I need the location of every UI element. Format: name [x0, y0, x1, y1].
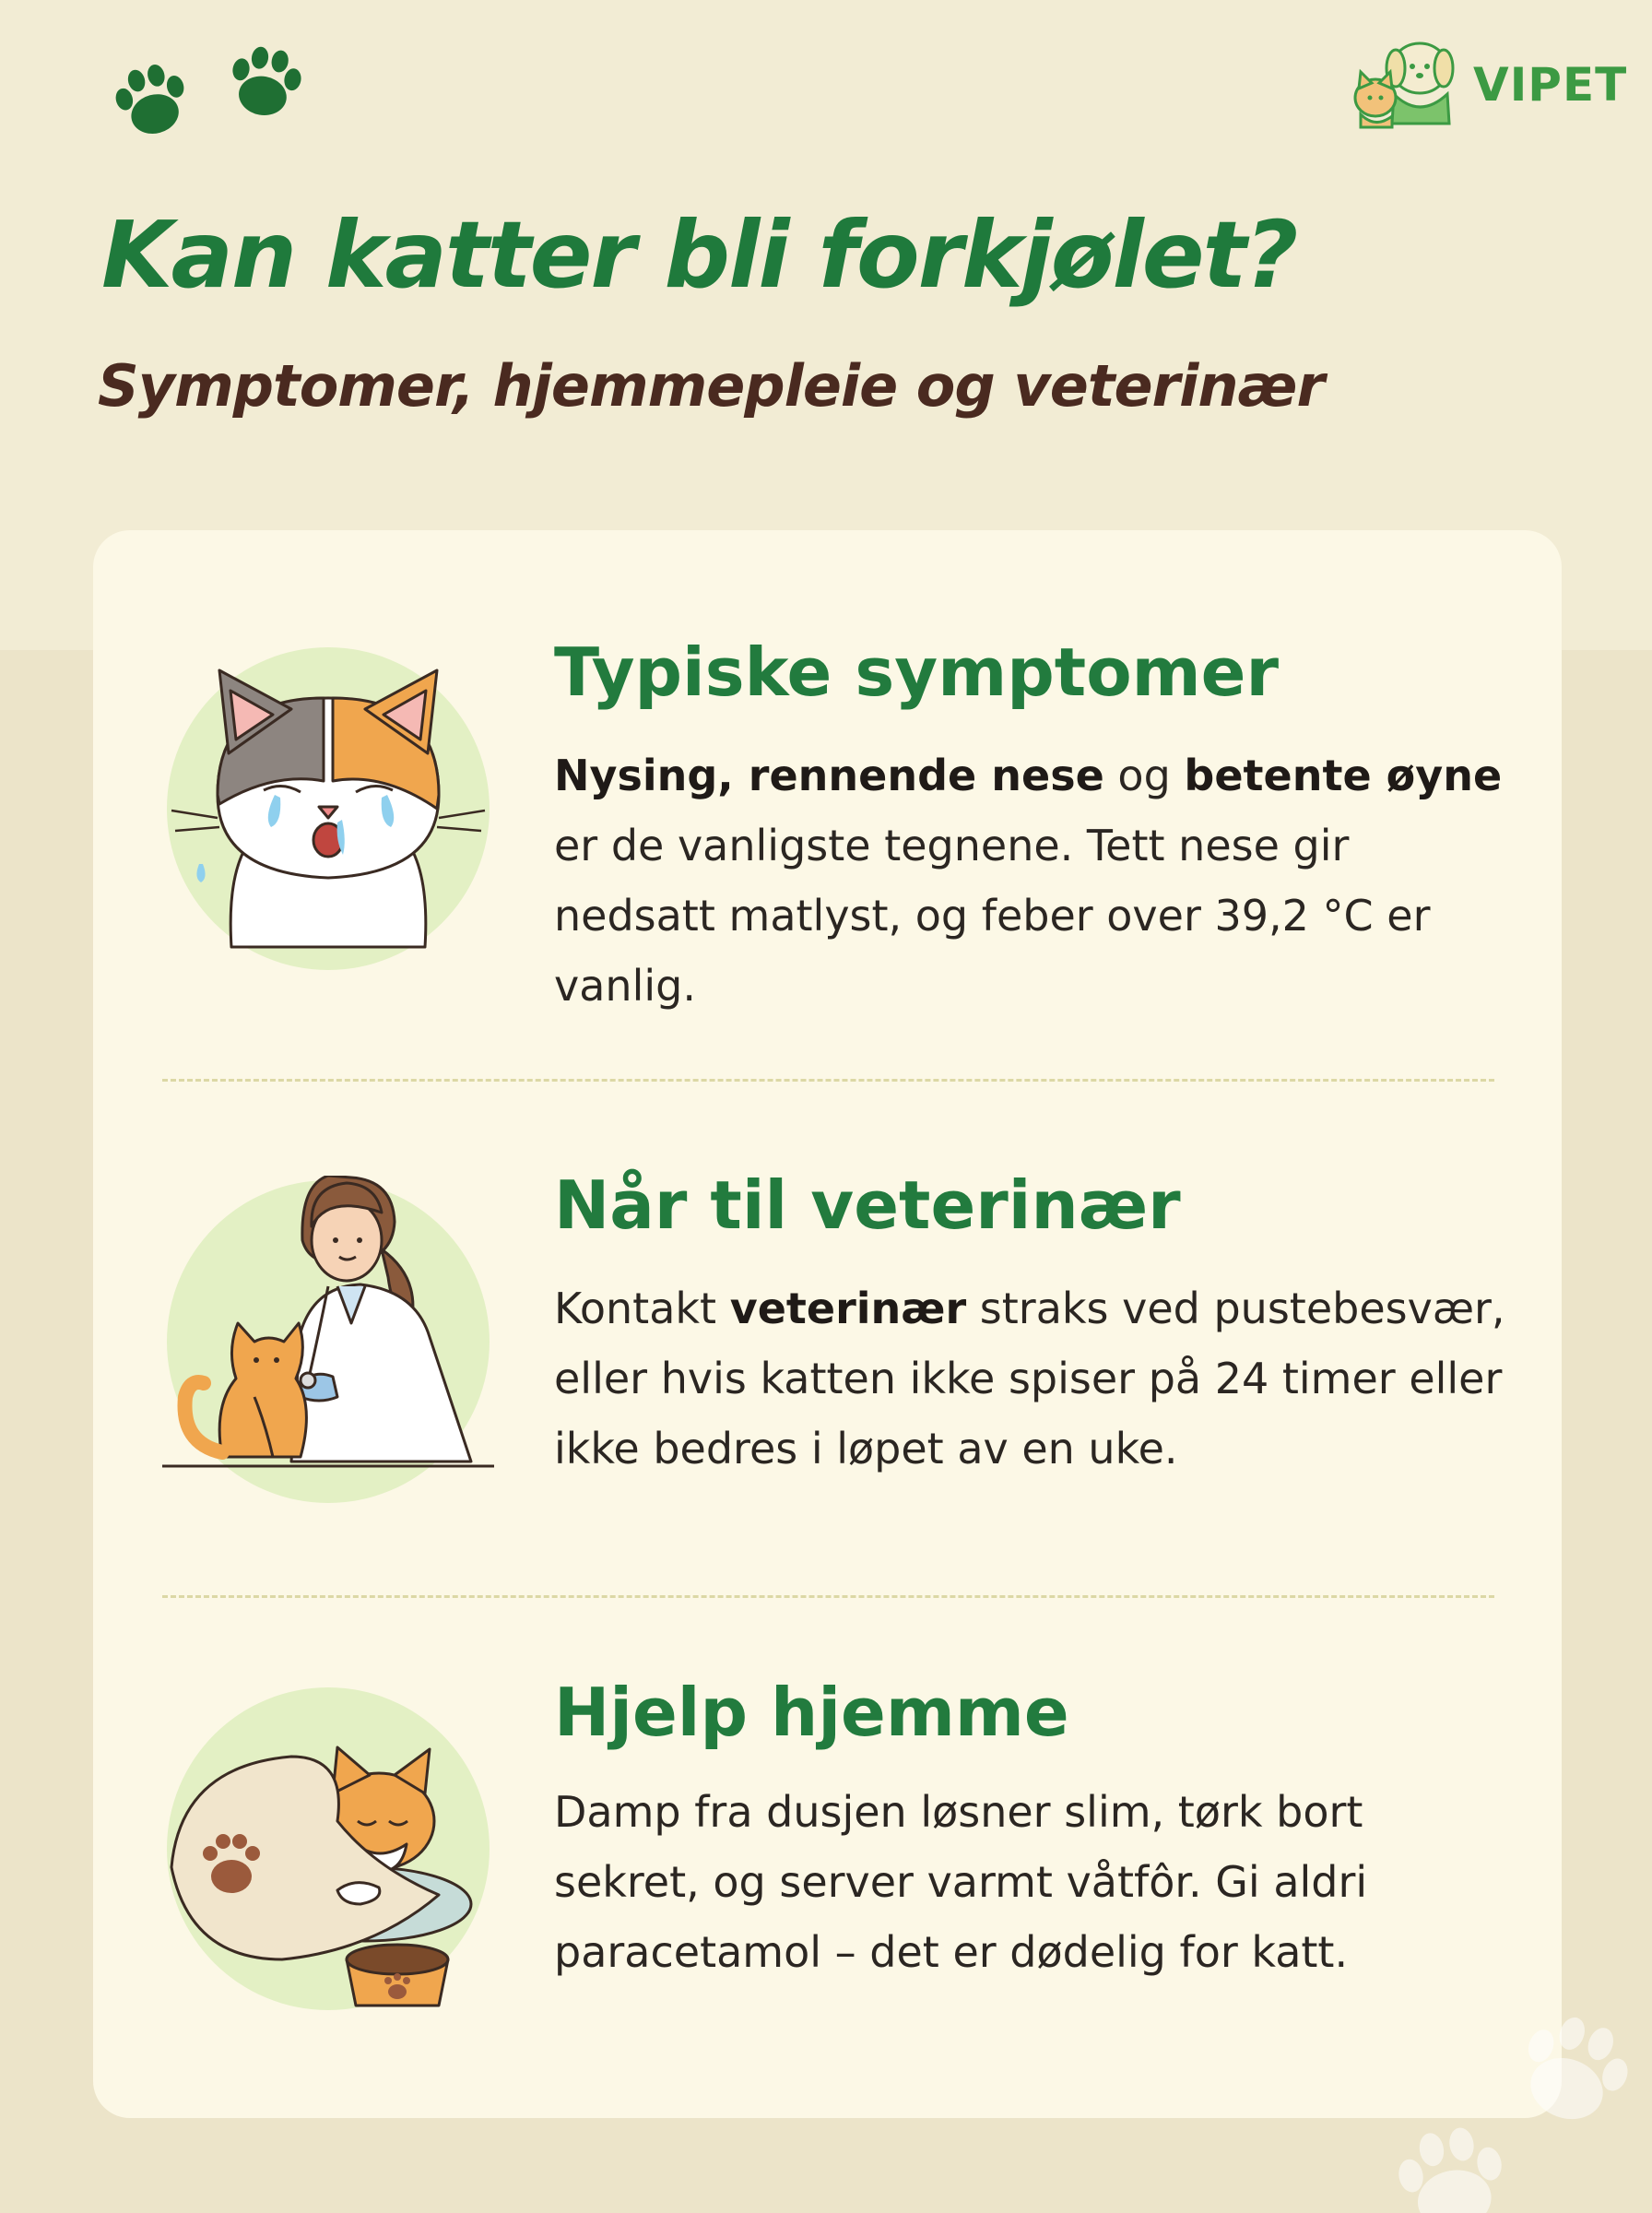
section-body-home-care: [554, 1777, 1513, 1987]
paw-prints-icon: [1387, 1964, 1652, 2213]
vet-examining-cat-icon: [162, 1176, 494, 1508]
section-title-symptoms: Typiske symptomer: [554, 633, 1280, 711]
body-text: Damp fra dusjen løsner slim, tørk bort sekret, og server varmt våtfôr. Gi aldri paracetamol – det er dødelig for katt.: [554, 1787, 1368, 1977]
cat-under-blanket-icon: [162, 1683, 494, 2015]
brand-logo[interactable]: [1339, 28, 1634, 134]
body-bold-text: betente øyne: [1184, 751, 1503, 800]
body-text: er de vanligste tegnene. Tett nese gir nedsatt matlyst, og feber over 39,2 °C er vanlig.: [554, 821, 1431, 1011]
body-text: Kontakt: [554, 1284, 730, 1333]
body-text: straks ved pustebesvær, eller hvis katten ikke spiser på 24 timer eller ikke bedres i løpet av en uke.: [554, 1284, 1505, 1473]
dog-and-cat-logo-icon: [1339, 28, 1468, 134]
body-bold-text: Nysing, rennende nese: [554, 751, 1104, 800]
body-bold-text: veterinær: [729, 1284, 967, 1333]
body-text: og: [1103, 751, 1185, 800]
section-title-vet: Når til veterinær: [554, 1166, 1181, 1244]
page-subtitle: Symptomer, hjemmepleie og veterinær: [98, 352, 1325, 420]
section-body-symptoms: [554, 740, 1513, 1021]
section-divider: [162, 1079, 1494, 1082]
section-divider: [162, 1595, 1494, 1598]
section-title-home-care: Hjelp hjemme: [554, 1674, 1069, 1751]
page-title: Kan katter bli forkjølet?: [101, 201, 1297, 309]
paw-prints-icon: [106, 37, 318, 148]
sneezing-cat-icon: [162, 643, 494, 975]
logo-text: VIPET: [1473, 58, 1628, 112]
section-body-vet: [554, 1273, 1513, 1484]
content-card: [93, 530, 1562, 2118]
